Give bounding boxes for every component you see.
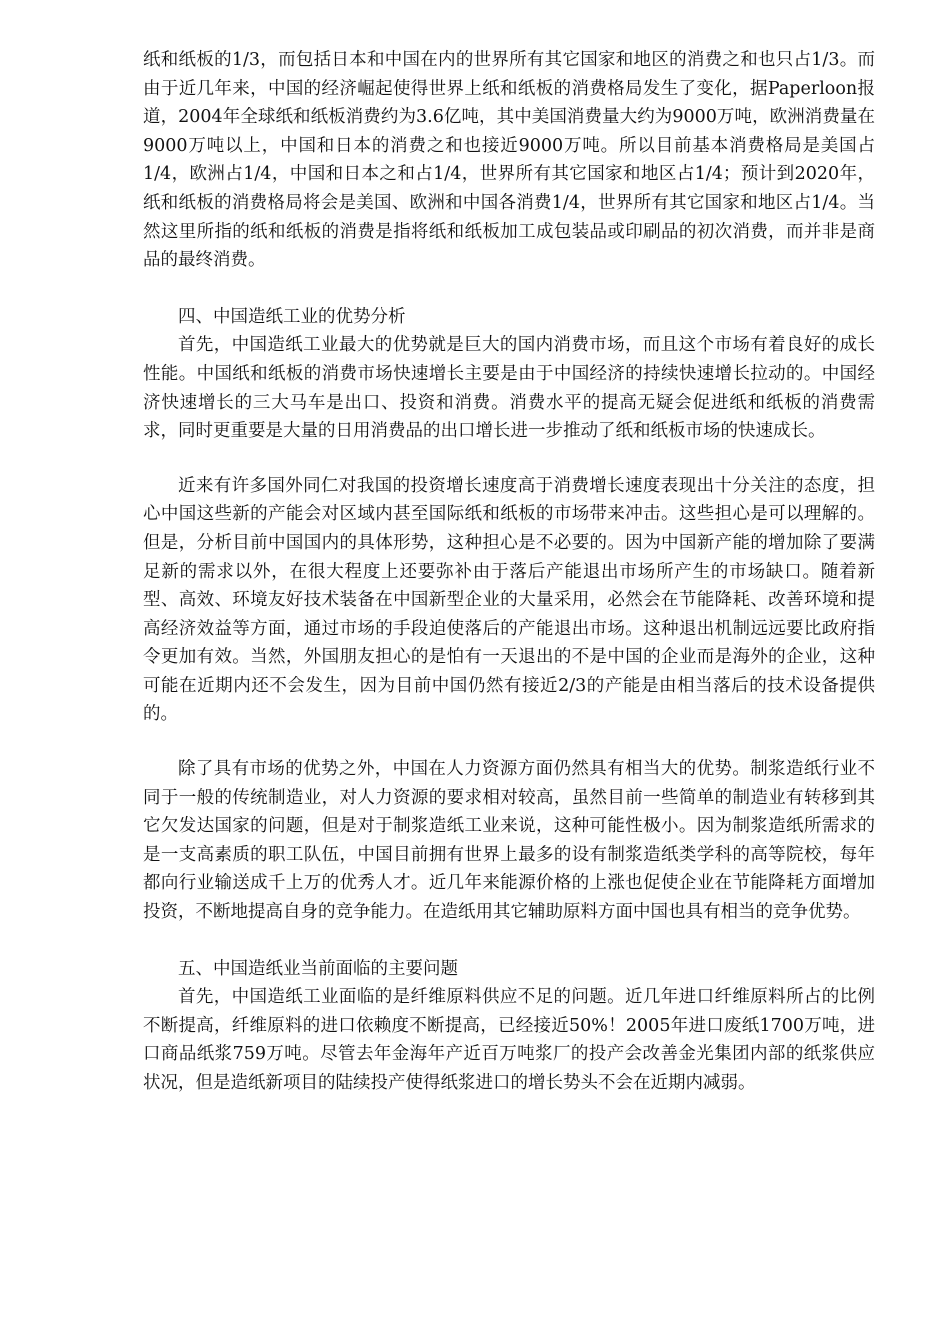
section-heading-advantages: 四、中国造纸工业的优势分析 [178, 306, 406, 327]
paragraph-domestic-market: 首先，中国造纸工业最大的优势就是巨大的国内消费市场，而且这个市场有着良好的成长性能。中国纸和纸板的消费市场快速增长主要是由于中国经济的持续快速增长拉动的。中国经济快速增长的三大马车是出口、投资和消费。消费水平的提高无疑会促进纸和纸板的消费需求，同时更重要是大量的日用消费品的出口增长进一步推动了纸和纸板市场的快速成长。 [143, 335, 875, 442]
section-heading-problems: 五、中国造纸业当前面临的主要问题 [178, 958, 458, 979]
paragraph-human-resources: 除了具有市场的优势之外，中国在人力资源方面仍然具有相当大的优势。制浆造纸行业不同于一般的传统制造业，对人力资源的要求相对较高，虽然目前一些简单的制造业有转移到其它欠发达国家的问题，但是对于制浆造纸工业来说，这种可能性极小。因为制浆造纸所需求的是一支高素质的职工队伍，中国目前拥有世界上最多的设有制浆造纸类学科的高等院校，每年都向行业输送成千上万的优秀人才。近几年来能源价格的上涨也促使企业在节能降耗方面增加投资，不断地提高自身的竞争能力。在造纸用其它辅助原料方面中国也具有相当的竞争优势。 [143, 759, 875, 923]
paragraph-capacity-concerns: 近来有许多国外同仁对我国的投资增长速度高于消费增长速度表现出十分关注的态度，担心中国这些新的产能会对区域内甚至国际纸和纸板的市场带来冲击。这些担心是可以理解的。但是，分析目前中国国内的具体形势，这种担心是不必要的。因为中国新产能的增加除了要满足新的需求以外，在很大程度上还要弥补由于落后产能退出市场所产生的市场缺口。随着新型、高效、环境友好技术装备在中国新型企业的大量采用，必然会在节能降耗、改善环境和提高经济效益等方面，通过市场的手段迫使落后的产能退出市场。这种退出机制远远要比政府指令更加有效。当然，外国朋友担心的是怕有一天退出的不是中国的企业而是海外的企业，这种可能在近期内还不会发生，因为目前中国仍然有接近2/3的产能是由相当落后的技术设备提供的。 [143, 475, 875, 725]
paragraph-fiber-supply: 首先，中国造纸工业面临的是纤维原料供应不足的问题。近几年进口纤维原料所占的比例不断提高，纤维原料的进口依赖度不断提高，已经接近50%！2005年进口废纸1700万吨，进口商品纸浆759万吨。尽管去年金海年产近百万吨浆厂的投产会改善金光集团内部的纸浆供应状况，但是造纸新项目的陆续投产使得纸浆进口的增长势头不会在近期内减弱。 [143, 987, 875, 1093]
document-page [143, 46, 875, 1098]
paragraph-consumption-pattern: 纸和纸板的1/3，而包括日本和中国在内的世界所有其它国家和地区的消费之和也只占1/3。而由于近几年来，中国的经济崛起使得世界上纸和纸板的消费格局发生了变化，据Paperloon报道，2004年全球纸和纸板消费约为3.6亿吨，其中美国消费量大约为9000万吨，欧洲消费量在9000万吨以上，中国和日本的消费之和也接近9000万吨。所以目前基本消费格局是美国占1/4，欧洲占1/4，中国和日本之和占1/4，世界所有其它国家和地区占1/4；预计到2020年，纸和纸板的消费格局将会是美国、欧洲和中国各消费1/4，世界所有其它国家和地区占1/4。当然这里所指的纸和纸板的消费是指将纸和纸板加工成包装品或印刷品的初次消费，而并非是商品的最终消费。 [143, 50, 875, 271]
